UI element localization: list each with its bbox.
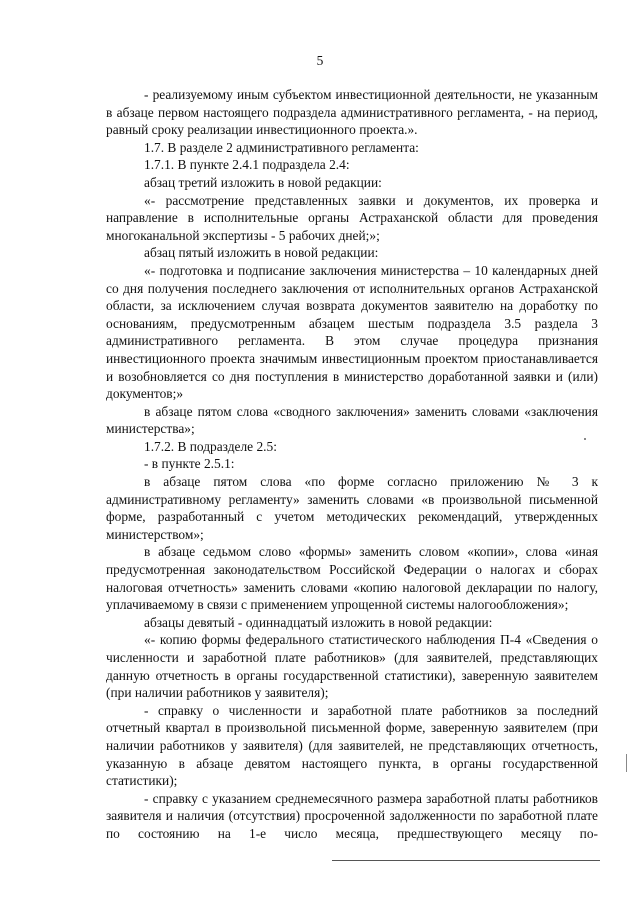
scan-mark xyxy=(584,438,586,440)
paragraph: «- копию формы федерального статистического наблюдения П-4 «Сведения о численности и заработной плате работников» (для заявителей, представляющих данную отчетность в органы государственной статистики), заверенную заявителем (при наличии работников у заявителя); xyxy=(106,632,598,701)
paragraph: 1.7. В разделе 2 административного регламента: xyxy=(144,139,419,155)
paragraph: - реализуемому иным субъектом инвестиционной деятельности, не указанным в абзаце первом настоящего подраздела административного регламента, - на период, равный сроку реализации инвестиционного проекта.». xyxy=(106,87,598,138)
paragraph: «- рассмотрение представленных заявки и документов, их проверка и направление в исполнительные органы Астраханской области для проведения многоканальной экспертизы - 5 рабочих дней;»; xyxy=(106,192,598,243)
paragraph: абзац третий изложить в новой редакции: xyxy=(144,174,382,190)
footer-rule xyxy=(332,860,600,861)
document-body xyxy=(106,86,598,843)
paragraph: - в пункте 2.5.1: xyxy=(144,456,235,472)
page-number: 5 xyxy=(316,53,324,68)
scan-mark xyxy=(626,754,627,772)
paragraph: абзац пятый изложить в новой редакции: xyxy=(144,245,379,261)
paragraph: «- подготовка и подписание заключения министерства – 10 календарных дней со дня получения последнего заключения от исполнительных органов Астраханской области, за исключением случая возврата документов заявителю на доработку по основаниям, предусмотренным абзацем шестым подраздела 3.5 раздела 3 административного регламента. В этом случае процедура признания инвестиционного проекта значимым инвестиционным проектом приостанавливается и возобновляется со дня поступления в министерство доработанной заявки и (или) документов;» xyxy=(106,262,598,402)
paragraph: - справку о численности и заработной плате работников за последний отчетный квартал в произвольной письменной форме, заверенную заявителем (при наличии работников у заявителя) (для заявителей, не представляющих отчетность, указанную в абзаце девятом настоящего пункта, в органы государственной статистики); xyxy=(106,702,598,789)
paragraph: 1.7.2. В подразделе 2.5: xyxy=(144,438,277,454)
paragraph: абзацы девятый - одиннадцатый изложить в новой редакции: xyxy=(144,614,493,630)
paragraph: - справку с указанием среднемесячного размера заработной платы работников заявителя и наличия (отсутствия) просроченной задолженности по заработной плате по состоянию на 1-е число месяца, предшествующего месяцу по- xyxy=(106,790,598,841)
paragraph: в абзаце пятом слова «по форме согласно приложению № 3 к административному регламенту» заменить словами «в произвольной письменной форме, разработанный с учетом методических рекомендаций, утвержденных министерством»; xyxy=(106,474,598,542)
paragraph: в абзаце седьмом слово «формы» заменить словом «копии», слова «иная предусмотренная законодательством Российской Федерации о налогах и сборах налоговая отчетность» заменить словами «копию налоговой декларации по налогу, уплачиваемому в связи с применением упрощенной системы налогообложения»; xyxy=(106,544,598,613)
paragraph: в абзаце пятом слова «сводного заключения» заменить словами «заключения министерства»; xyxy=(106,403,598,437)
paragraph: 1.7.1. В пункте 2.4.1 подраздела 2.4: xyxy=(144,157,350,173)
